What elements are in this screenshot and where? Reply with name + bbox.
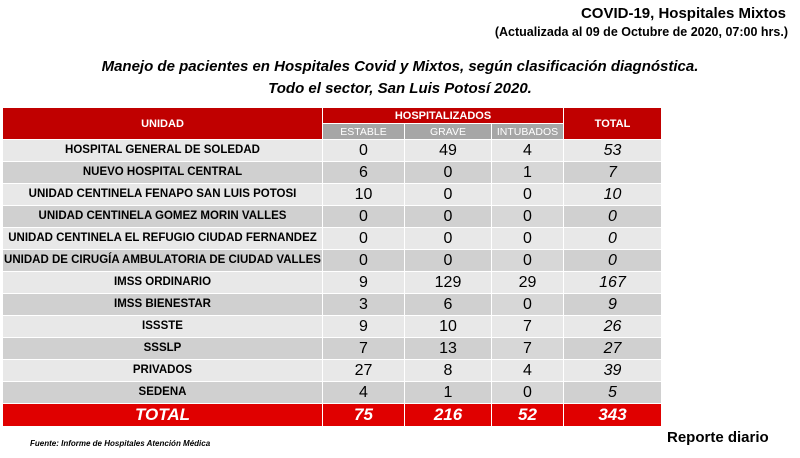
cell-intubados: 0	[492, 206, 563, 227]
cell-grave: 10	[405, 316, 491, 337]
cell-total: 167	[564, 272, 661, 293]
col-header-estable: ESTABLE	[323, 124, 404, 139]
cell-total: 5	[564, 382, 661, 403]
cell-unidad: UNIDAD DE CIRUGÍA AMBULATORIA DE CIUDAD VALLES	[3, 250, 322, 271]
col-header-unidad: UNIDAD	[3, 108, 322, 139]
report-title: COVID-19, Hospitales Mixtos	[580, 5, 786, 22]
table-row	[3, 272, 661, 293]
cell-total: 9	[564, 294, 661, 315]
table-row	[3, 338, 661, 359]
cell-unidad: SSSLP	[3, 338, 322, 359]
cell-estable: 10	[323, 184, 404, 205]
subtitle-line-1: Manejo de pacientes en Hospitales Covid y Mixtos, según clasificación diagnóstica.	[101, 58, 699, 75]
table-row	[3, 162, 661, 183]
table-row	[3, 316, 661, 337]
cell-total: 0	[564, 250, 661, 271]
table-row	[3, 228, 661, 249]
cell-total: 39	[564, 360, 661, 381]
cell-grave: 49	[405, 140, 491, 161]
cell-grave: 129	[405, 272, 491, 293]
cell-estable: 0	[323, 250, 404, 271]
update-timestamp: (Actualizada al 09 de Octubre de 2020, 07:00 hrs.)	[494, 25, 788, 39]
cell-estable: 27	[323, 360, 404, 381]
cell-intubados: 0	[492, 184, 563, 205]
cell-total: 7	[564, 162, 661, 183]
cell-estable: 4	[323, 382, 404, 403]
hospital-table	[2, 107, 662, 427]
cell-intubados: 7	[492, 316, 563, 337]
cell-estable: 6	[323, 162, 404, 183]
cell-grave: 0	[405, 206, 491, 227]
cell-intubados: 1	[492, 162, 563, 183]
cell-total: 53	[564, 140, 661, 161]
cell-grave: 13	[405, 338, 491, 359]
cell-estable: 0	[323, 228, 404, 249]
cell-total: 10	[564, 184, 661, 205]
cell-estable: 0	[323, 140, 404, 161]
cell-total: 27	[564, 338, 661, 359]
col-header-total: TOTAL	[564, 108, 661, 139]
cell-total: 0	[564, 206, 661, 227]
cell-intubados: 7	[492, 338, 563, 359]
cell-unidad: PRIVADOS	[3, 360, 322, 381]
cell-unidad: NUEVO HOSPITAL CENTRAL	[3, 162, 322, 183]
cell-intubados: 29	[492, 272, 563, 293]
cell-intubados: 0	[492, 382, 563, 403]
cell-grave: 0	[405, 228, 491, 249]
cell-grave: 0	[405, 162, 491, 183]
col-header-intubados: INTUBADOS	[492, 124, 563, 139]
total-intubados: 52	[492, 404, 563, 426]
table-row	[3, 382, 661, 403]
total-estable: 75	[323, 404, 404, 426]
cell-estable: 3	[323, 294, 404, 315]
total-total: 343	[564, 404, 661, 426]
cell-unidad: UNIDAD CENTINELA GOMEZ MORIN VALLES	[3, 206, 322, 227]
cell-estable: 7	[323, 338, 404, 359]
table-row	[3, 184, 661, 205]
cell-intubados: 4	[492, 360, 563, 381]
col-header-grave: GRAVE	[405, 124, 491, 139]
cell-grave: 0	[405, 250, 491, 271]
table-row	[3, 206, 661, 227]
source-note: Fuente: Informe de Hospitales Atención Médica	[30, 439, 211, 448]
table-row	[3, 360, 661, 381]
daily-report-label: Reporte diario	[667, 429, 769, 446]
total-label: TOTAL	[3, 404, 322, 426]
cell-intubados: 0	[492, 228, 563, 249]
table-row	[3, 250, 661, 271]
total-grave: 216	[405, 404, 491, 426]
cell-unidad: ISSSTE	[3, 316, 322, 337]
subtitle-line-2: Todo el sector, San Luis Potosí 2020.	[268, 80, 532, 97]
cell-estable: 0	[323, 206, 404, 227]
table-row	[3, 140, 661, 161]
cell-unidad: IMSS BIENESTAR	[3, 294, 322, 315]
cell-total: 26	[564, 316, 661, 337]
cell-unidad: UNIDAD CENTINELA EL REFUGIO CIUDAD FERNANDEZ	[3, 228, 322, 249]
cell-unidad: HOSPITAL GENERAL DE SOLEDAD	[3, 140, 322, 161]
cell-grave: 1	[405, 382, 491, 403]
cell-grave: 0	[405, 184, 491, 205]
cell-grave: 8	[405, 360, 491, 381]
cell-unidad: UNIDAD CENTINELA FENAPO SAN LUIS POTOSI	[3, 184, 322, 205]
cell-grave: 6	[405, 294, 491, 315]
cell-intubados: 0	[492, 250, 563, 271]
col-header-hospitalizados: HOSPITALIZADOS	[323, 108, 563, 123]
cell-unidad: IMSS ORDINARIO	[3, 272, 322, 293]
cell-unidad: SEDENA	[3, 382, 322, 403]
cell-estable: 9	[323, 272, 404, 293]
cell-intubados: 4	[492, 140, 563, 161]
cell-total: 0	[564, 228, 661, 249]
table-row	[3, 294, 661, 315]
cell-intubados: 0	[492, 294, 563, 315]
cell-estable: 9	[323, 316, 404, 337]
total-row	[3, 404, 661, 426]
